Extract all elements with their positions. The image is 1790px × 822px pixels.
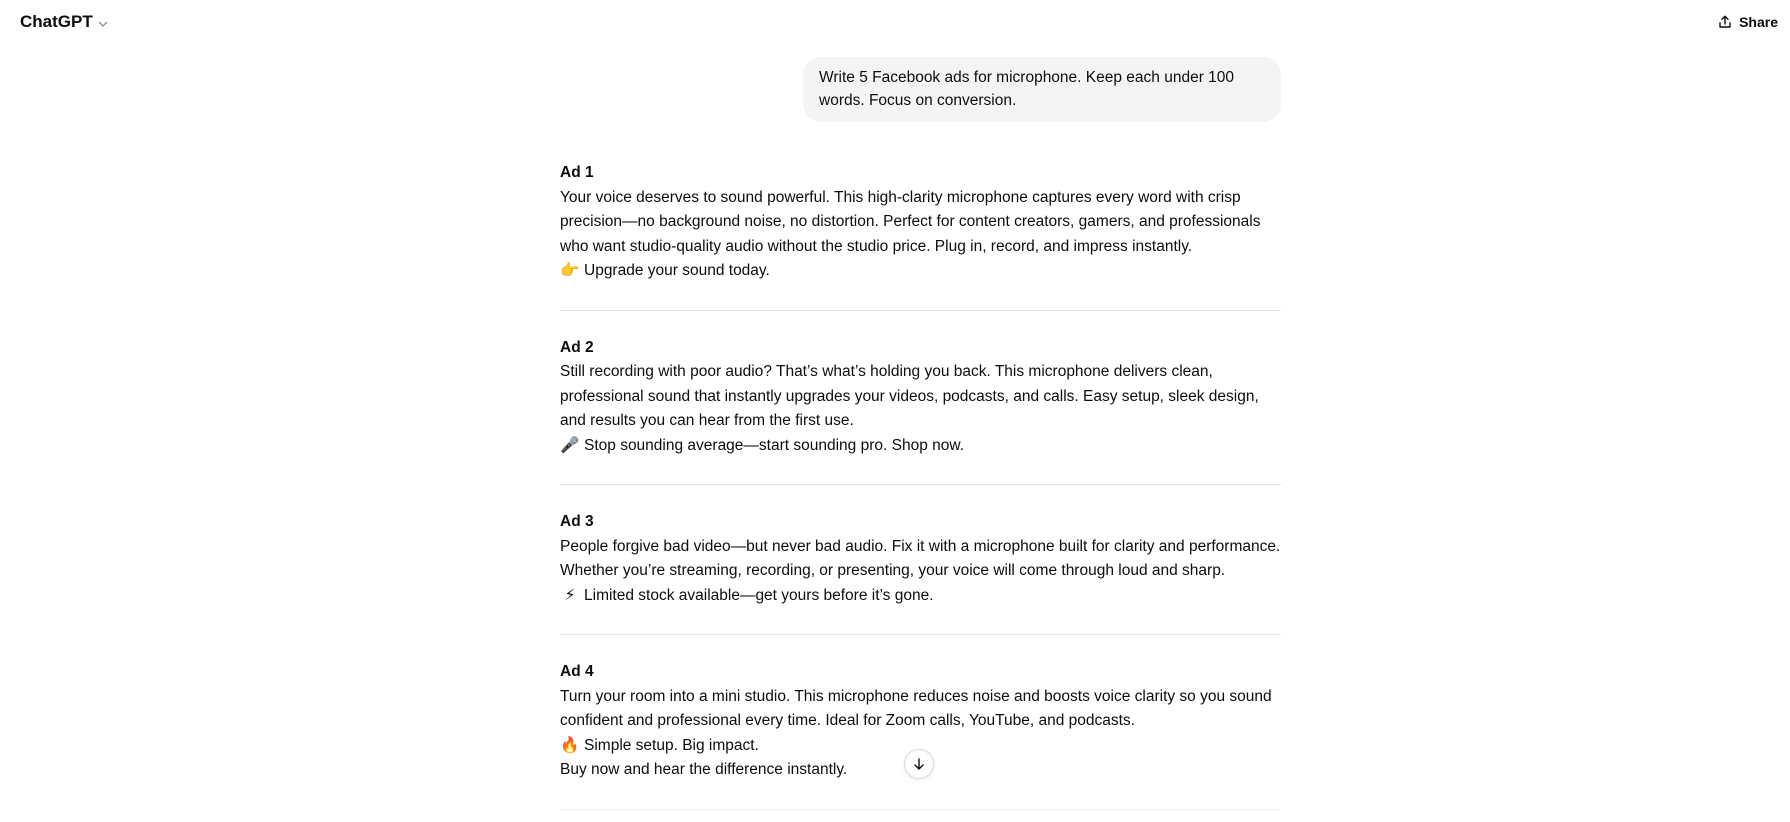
chevron-down-icon — [97, 17, 109, 29]
ad-block — [560, 161, 1281, 284]
top-bar — [0, 0, 1790, 44]
assistant-message — [560, 161, 1281, 810]
lightning-icon: ⚡ — [564, 586, 576, 604]
ad-cta-text: Limited stock available—get yours before it’s gone. — [584, 586, 934, 604]
model-name: ChatGPT — [20, 12, 93, 31]
conversation-thread[interactable] — [0, 44, 1790, 822]
ad-cta — [560, 434, 1281, 459]
ad-cta-text: Stop sounding average—start sounding pro. Shop now. — [584, 436, 965, 454]
ad-block — [560, 510, 1281, 608]
ad-title: Ad 4 — [560, 663, 594, 680]
scroll-to-bottom-button[interactable] — [904, 749, 934, 779]
ad-body: Your voice deserves to sound powerful. This high-clarity microphone captures every word with crisp precision—no background noise, no distortion. Perfect for content creators, gamers, and professionals who want studio-quality audio without the studio price. Plug in, record, and impress instantly. — [560, 188, 1261, 255]
user-message-bubble: Write 5 Facebook ads for microphone. Keep each under 100 words. Focus on conversion. — [803, 57, 1281, 122]
ad-cta-text: Simple setup. Big impact. — [584, 736, 759, 754]
divider — [560, 809, 1281, 810]
pointing-hand-icon: 👉 — [560, 262, 580, 279]
share-label: Share — [1739, 14, 1778, 30]
divider — [560, 484, 1281, 485]
microphone-icon: 🎤 — [560, 436, 580, 454]
user-message-row — [560, 57, 1281, 122]
divider — [560, 310, 1281, 311]
share-button[interactable] — [1709, 10, 1786, 34]
ad-title: Ad 1 — [560, 164, 594, 181]
ad-cta — [560, 259, 1281, 284]
fire-icon: 🔥 — [560, 736, 580, 754]
ad-body: Turn your room into a mini studio. This microphone reduces noise and boosts voice clarity so you sound confident and professional every time. Ideal for Zoom calls, YouTube, and podcasts. — [560, 687, 1272, 729]
ad-body: People forgive bad video—but never bad audio. Fix it with a microphone built for clarity and performance. Whether you’re streaming, recording, or presenting, your voice will come through loud and sharp. — [560, 537, 1281, 579]
ad-extra-line: Buy now and hear the difference instantly. — [560, 761, 848, 778]
conversation-column — [560, 44, 1281, 822]
model-switcher-button[interactable] — [12, 10, 117, 34]
ad-block — [560, 336, 1281, 459]
ad-body: Still recording with poor audio? That’s what’s holding you back. This microphone delivers clean, professional sound that instantly upgrades your videos, podcasts, and calls. Easy setup, sleek design, and results you can hear from the first use. — [560, 363, 1259, 429]
arrow-down-icon — [912, 757, 926, 771]
ad-title: Ad 3 — [560, 513, 594, 530]
ad-title: Ad 2 — [560, 338, 594, 356]
divider — [560, 634, 1281, 635]
ad-cta — [560, 584, 1281, 609]
ad-cta-text: Upgrade your sound today. — [584, 262, 770, 279]
share-icon — [1717, 14, 1733, 30]
